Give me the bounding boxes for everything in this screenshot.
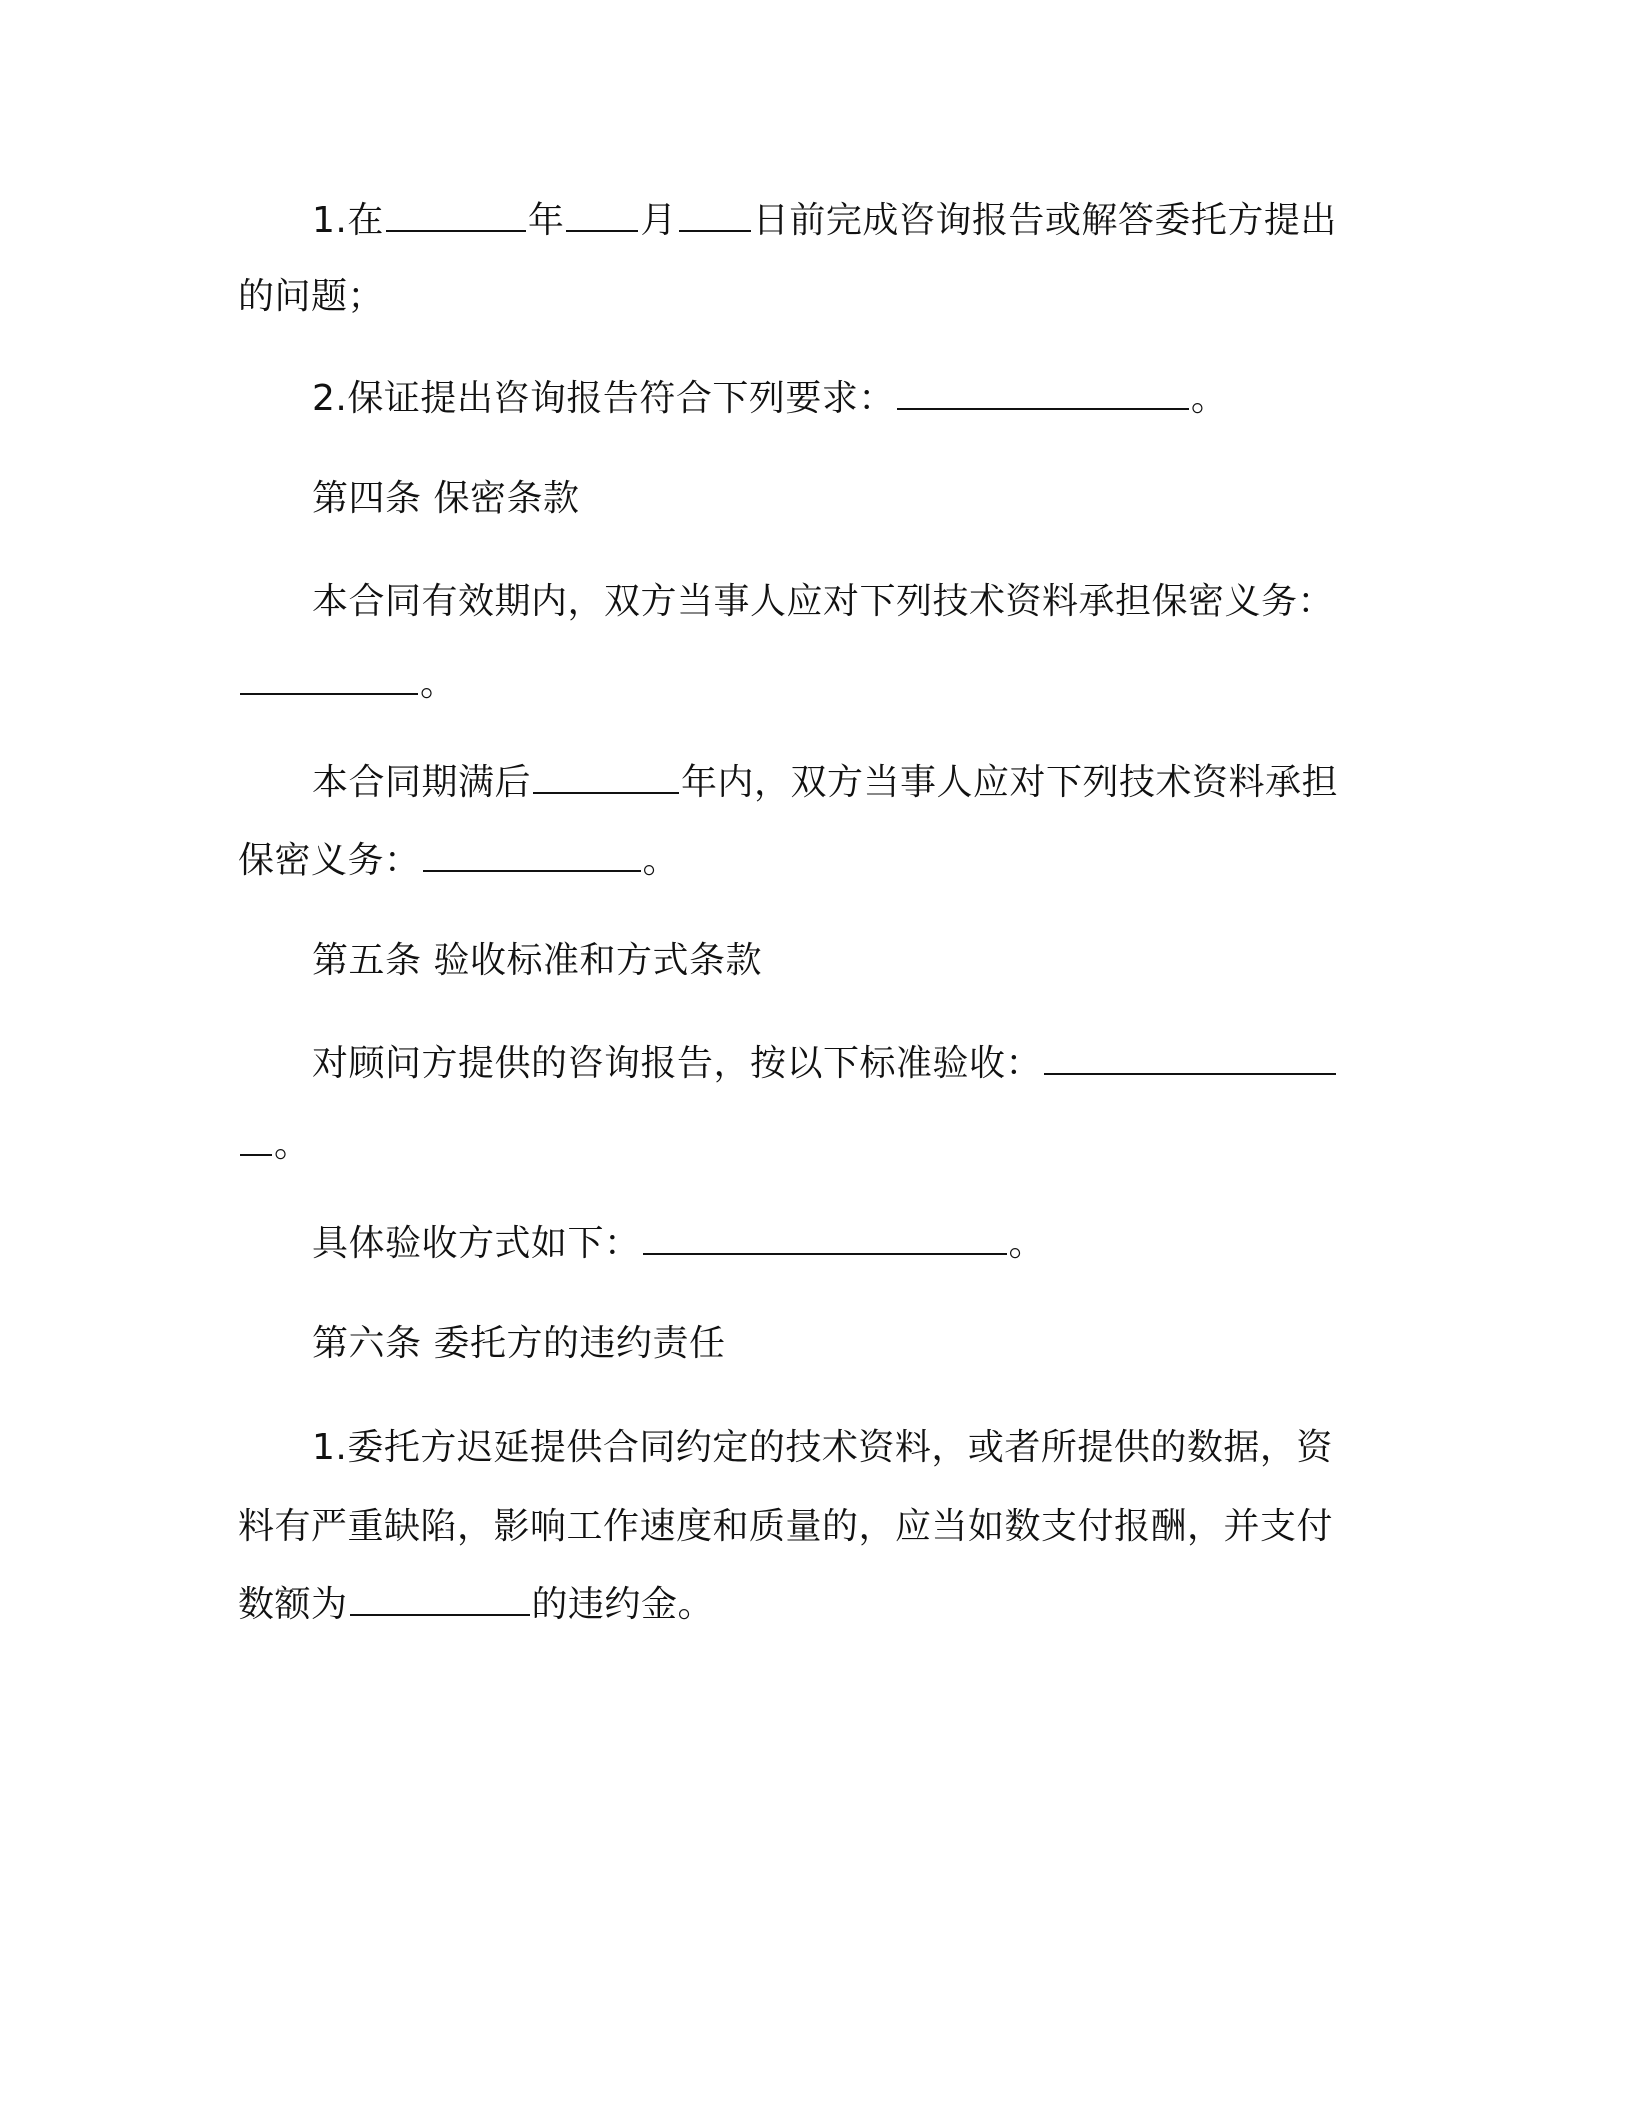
text: 。	[420, 663, 457, 704]
blank-line	[1044, 1039, 1336, 1075]
text: 年内，双方当事人应对下列技术资料承担	[681, 762, 1339, 803]
blank-line	[240, 659, 418, 695]
text: 1.委托方迟延提供合同约定的技术资料，或者所提供的数据，资	[312, 1427, 1333, 1468]
paragraph-7-line-3	[238, 1580, 714, 1629]
text: 保密义务：	[238, 840, 421, 881]
paragraph-3-line-1	[312, 578, 1334, 626]
blank-line	[240, 1120, 272, 1156]
blank-line	[533, 758, 679, 794]
paragraph-5-line-1	[312, 1039, 1338, 1088]
blank-line	[643, 1219, 1007, 1255]
blank-line	[423, 836, 641, 872]
text: 2.保证提出咨询报告符合下列要求：	[312, 378, 895, 419]
article-6-heading	[312, 1320, 725, 1368]
text: 第五条 验收标准和方式条款	[312, 940, 762, 981]
blank-line	[350, 1580, 530, 1616]
text: 数额为	[238, 1584, 348, 1625]
text: 月	[640, 200, 677, 241]
text: 。	[642, 840, 680, 881]
text: 。	[274, 1124, 311, 1165]
text: 本合同期满后	[312, 762, 532, 803]
text: 的违约金。	[531, 1584, 715, 1625]
text: 本合同有效期内，双方当事人应对下列技术资料承担保密义务：	[312, 581, 1335, 622]
paragraph-4-line-2	[238, 836, 679, 885]
paragraph-7-line-2	[238, 1503, 1333, 1551]
paragraph-7-line-1	[312, 1424, 1333, 1472]
text: 。	[1190, 378, 1228, 419]
paragraph-5-line-2	[238, 1120, 311, 1169]
blank-line	[679, 196, 751, 232]
article-4-heading	[312, 475, 579, 523]
blank-line	[386, 196, 526, 232]
text: 年	[527, 200, 565, 241]
paragraph-1-line-1	[312, 196, 1337, 245]
text: 料有严重缺陷，影响工作速度和质量的，应当如数支付报酬，并支付	[238, 1506, 1334, 1547]
paragraph-3-line-2	[238, 659, 457, 708]
paragraph-4-line-1	[312, 758, 1338, 807]
blank-line	[897, 374, 1189, 410]
text: 1.在	[312, 200, 384, 241]
text: 对顾问方提供的咨询报告，按以下标准验收：	[312, 1043, 1043, 1084]
blank-line	[566, 196, 638, 232]
paragraph-2	[312, 374, 1227, 423]
text: 。	[1008, 1223, 1046, 1264]
paragraph-6	[312, 1219, 1045, 1268]
text: 具体验收方式如下：	[312, 1223, 641, 1264]
text: 日前完成咨询报告或解答委托方提出	[752, 200, 1337, 241]
text: 第四条 保密条款	[312, 478, 580, 519]
article-5-heading	[312, 937, 762, 985]
text: 的问题；	[238, 276, 385, 317]
text: 第六条 委托方的违约责任	[312, 1323, 726, 1364]
paragraph-1-line-2	[238, 273, 384, 321]
